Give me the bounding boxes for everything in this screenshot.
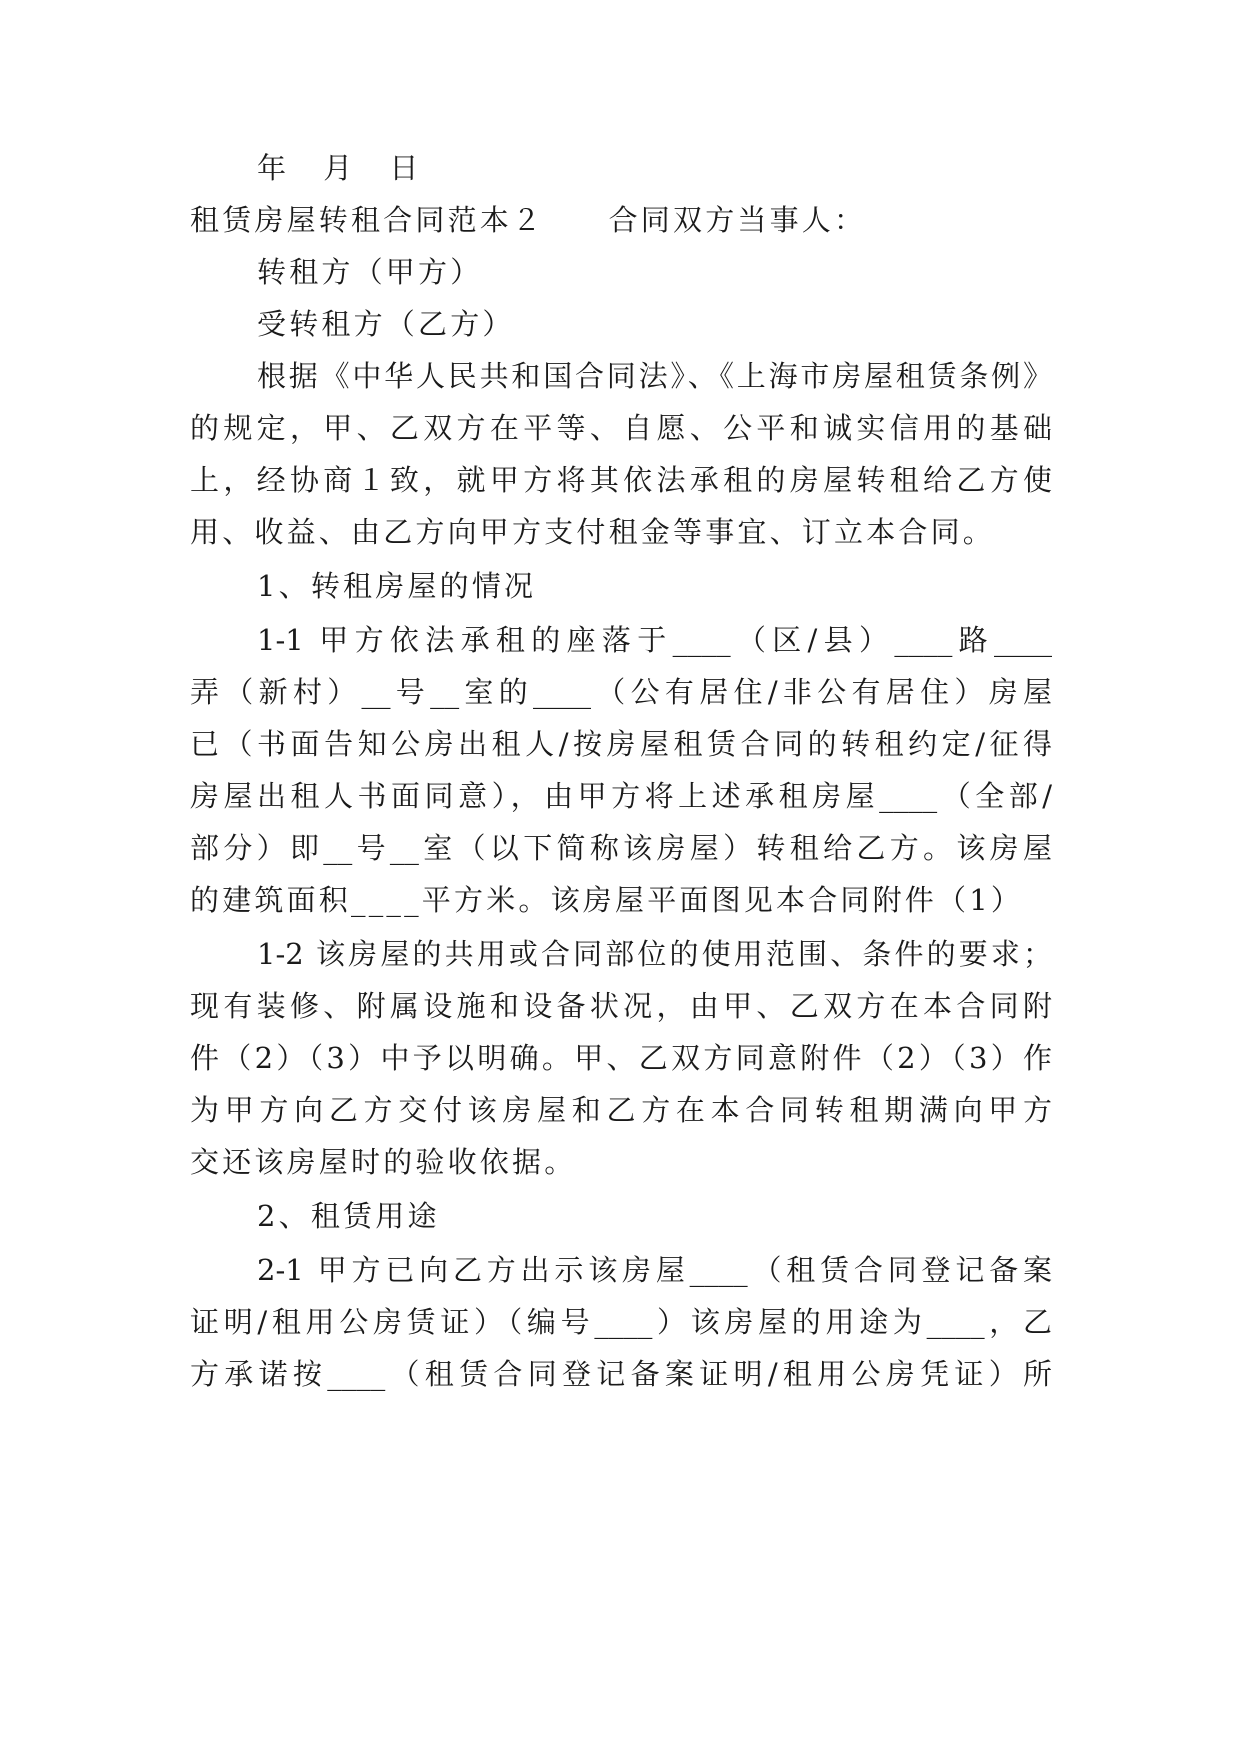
- party-b-line: 受转租方（乙方）: [257, 307, 515, 341]
- clause-line: 证明/租用公房赁证）（编号____）该房屋的用途为____，乙: [190, 1305, 1052, 1339]
- party-a-line: 转租方（甲方）: [257, 255, 483, 289]
- clause-line: 弄（新村）__号__室的____（公有居住/非公有居住）房屋: [190, 675, 1052, 709]
- clause-line: 1-2 该房屋的共用或合同部位的使用范围、条件的要求；: [257, 937, 1052, 971]
- clause-line: 房屋出租人书面同意），由甲方将上述承租房屋____（全部/: [190, 779, 1052, 813]
- clause-line: 1-1 甲方依法承租的座落于____（区/县）____路____: [257, 623, 1052, 657]
- body-line: 根据《中华人民共和国合同法》、《上海市房屋租赁条例》: [257, 359, 1052, 393]
- clause-line: 部分）即__号__室（以下简称该房屋）转租给乙方。该房屋: [190, 831, 1052, 865]
- clause-line: 为甲方向乙方交付该房屋和乙方在本合同转租期满向甲方: [190, 1093, 1052, 1127]
- contract-title-line: 租赁房屋转租合同范本２ 合同双方当事人：: [190, 203, 867, 237]
- clause-line: 现有装修、附属设施和设备状况，由甲、乙双方在本合同附: [190, 989, 1052, 1023]
- section-heading: 2、租赁用途: [257, 1199, 440, 1233]
- body-line: 的规定，甲、乙双方在平等、自愿、公平和诚实信用的基础: [190, 411, 1052, 445]
- clause-line: 方承诺按____（租赁合同登记备案证明/租用公房凭证）所: [190, 1357, 1052, 1391]
- clause-line: 2-1 甲方已向乙方出示该房屋____（租赁合同登记备案: [257, 1253, 1052, 1287]
- clause-line: 交还该房屋时的验收依据。: [190, 1145, 577, 1179]
- clause-line: 的建筑面积____平方米。该房屋平面图见本合同附件（1）: [190, 883, 1024, 917]
- section-heading: 1、转租房屋的情况: [257, 569, 537, 603]
- date-line: 年 月 日: [257, 151, 433, 185]
- body-line: 上，经协商１致，就甲方将其依法承租的房屋转租给乙方使: [190, 463, 1052, 497]
- clause-line: 件（2）（3）中予以明确。甲、乙双方同意附件（2）（3）作: [190, 1041, 1052, 1075]
- clause-line: 已（书面告知公房出租人/按房屋租赁合同的转租约定/征得: [190, 727, 1052, 761]
- body-line: 用、收益、由乙方向甲方支付租金等事宜、订立本合同。: [190, 515, 996, 549]
